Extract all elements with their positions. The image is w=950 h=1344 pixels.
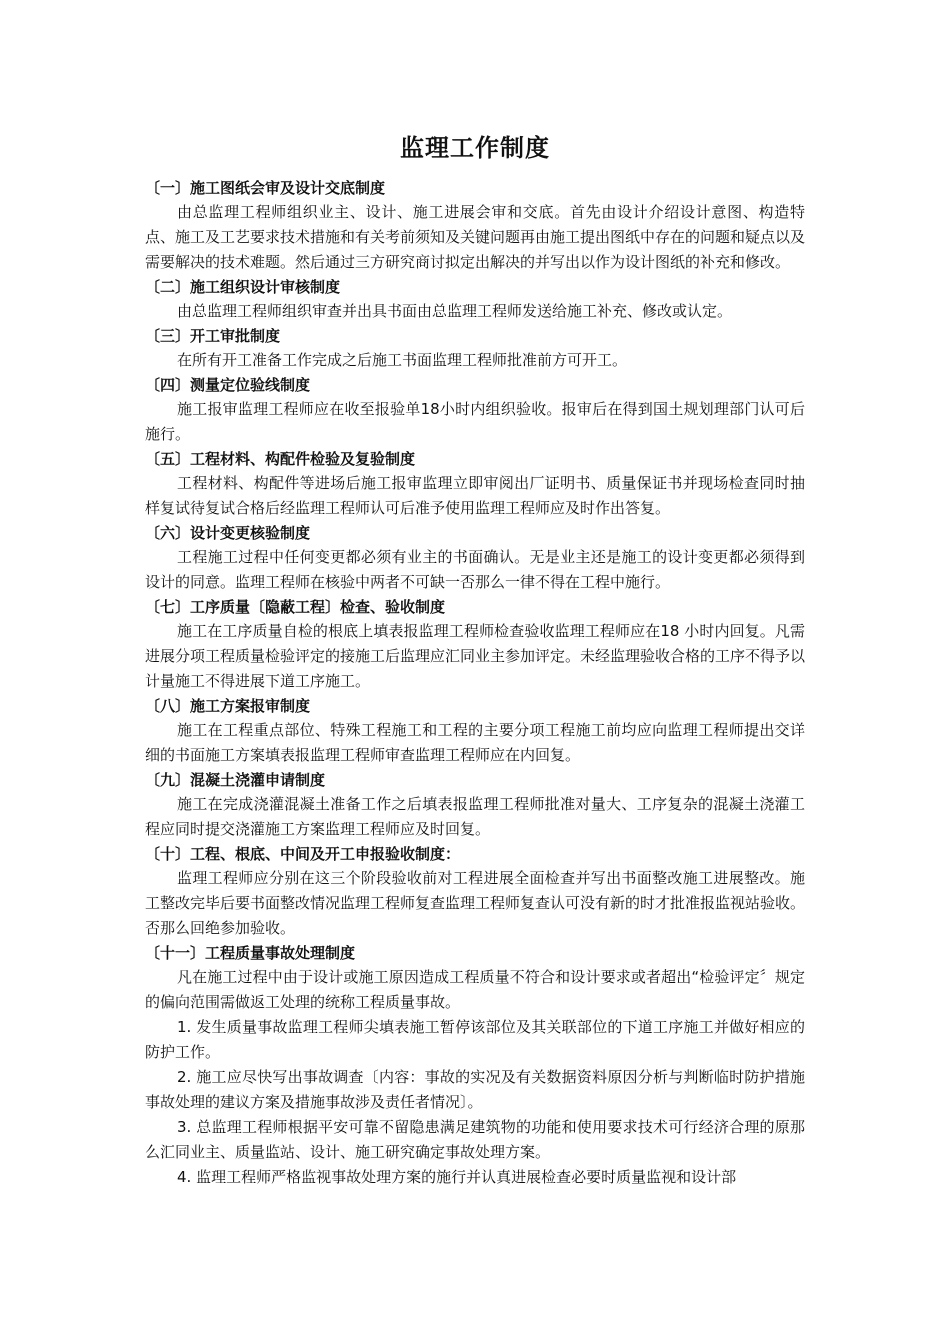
document-title: 监理工作制度 — [400, 134, 550, 162]
section-paragraph: 由总监理工程师组织业主、设计、施工进展会审和交底。首先由设计介绍设计意图、构造特点、施工及工艺要求技术措施和有关考前须知及关键问题再由施工提出图纸中存在的问题和疑点以及需要解决的技术难题。然后通过三方研究商讨拟定出解决的并写出以作为设计图纸的补充和修改。 — [145, 203, 806, 271]
section-paragraph: 由总监理工程师组织审查并出具书面由总监理工程师发送给施工补充、修改或认定。 — [177, 302, 733, 320]
section-3 — [145, 324, 805, 373]
section-5 — [145, 447, 805, 521]
section-heading: 〔四〕测量定位验线制度 — [145, 376, 311, 394]
section-11 — [145, 941, 805, 1190]
numbered-item-3: 3. 总监理工程师根据平安可靠不留隐患满足建筑物的功能和使用要求技术可行经济合理的原那么汇同业主、质量监站、设计、施工研究确定事故处理方案。 — [145, 1118, 805, 1161]
section-7 — [145, 595, 805, 694]
section-10 — [145, 842, 805, 941]
section-paragraph: 在所有开工准备工作完成之后施工书面监理工程师批准前方可开工。 — [177, 351, 628, 369]
section-paragraph: 工程施工过程中任何变更都必须有业主的书面确认。无是业主还是施工的设计变更都必须得到设计的同意。监理工程师在核验中两者不可缺一否那么一律不得在工程中施行。 — [145, 548, 805, 591]
section-2 — [145, 275, 805, 324]
section-paragraph: 凡在施工过程中由于设计或施工原因造成工程质量不符合和设计要求或者超出“检验评定〞规定的偏向范围需做返工处理的统称工程质量事故。 — [145, 968, 805, 1011]
section-paragraph: 施工在工程重点部位、特殊工程施工和工程的主要分项工程施工前均应向监理工程师提出交详细的书面施工方案填表报监理工程师审查监理工程师应在内回复。 — [145, 721, 805, 764]
section-paragraph: 监理工程师应分别在这三个阶段验收前对工程进展全面检查并写出书面整改施工进展整改。施工整改完毕后要书面整改情况监理工程师复查监理工程师复查认可没有新的时才批准报监视站验收。否那么回绝参加验收。 — [145, 869, 806, 937]
section-1 — [145, 176, 805, 275]
document-page — [145, 128, 805, 1190]
section-heading: 〔五〕工程材料、构配件检验及复验制度 — [145, 450, 416, 468]
section-heading: 〔三〕开工审批制度 — [145, 327, 281, 345]
section-paragraph: 施工报审监理工程师应在收至报验单18小时内组织验收。报审后在得到国土规划理部门认可后施行。 — [145, 400, 805, 443]
section-8 — [145, 694, 805, 768]
section-heading: 〔十〕工程、根底、中间及开工申报验收制度： — [145, 845, 461, 863]
section-4 — [145, 373, 805, 447]
section-heading: 〔一〕施工图纸会审及设计交底制度 — [145, 179, 386, 197]
section-heading: 〔十一〕工程质量事故处理制度 — [145, 944, 356, 962]
section-heading: 〔二〕施工组织设计审核制度 — [145, 278, 341, 296]
numbered-item-2: 2. 施工应尽快写出事故调查〔内容：事故的实况及有关数据资料原因分析与判断临时防护措施事故处理的建议方案及措施事故涉及责任者情况〕。 — [145, 1068, 805, 1111]
section-paragraph: 施工在完成浇灌混凝土准备工作之后填表报监理工程师批准对量大、工序复杂的混凝土浇灌工程应同时提交浇灌施工方案监理工程师应及时回复。 — [145, 795, 805, 838]
section-heading: 〔六〕设计变更核验制度 — [145, 524, 311, 542]
section-paragraph: 施工在工序质量自检的根底上填表报监理工程师检查验收监理工程师应在18 小时内回复。凡需进展分项工程质量检验评定的接施工后监理应汇同业主参加评定。未经监理验收合格的工序不得予以计量施工不得进展下道工序施工。 — [145, 622, 806, 690]
section-9 — [145, 768, 805, 842]
section-6 — [145, 521, 805, 595]
section-heading: 〔七〕工序质量〔隐蔽工程〕检查、验收制度 — [145, 598, 446, 616]
numbered-item-1: 1. 发生质量事故监理工程师尖填表施工暂停该部位及其关联部位的下道工序施工并做好相应的防护工作。 — [145, 1018, 805, 1061]
section-paragraph: 工程材料、构配件等进场后施工报审监理立即审阅出厂证明书、质量保证书并现场检查同时抽样复试待复试合格后经监理工程师认可后准予使用监理工程师应及时作出答复。 — [145, 474, 805, 517]
section-heading: 〔九〕混凝土浇灌申请制度 — [145, 771, 326, 789]
section-heading: 〔八〕施工方案报审制度 — [145, 697, 311, 715]
numbered-item-4: 4. 监理工程师严格监视事故处理方案的施行并认真进展检查必要时质量监视和设计部 — [177, 1168, 737, 1186]
